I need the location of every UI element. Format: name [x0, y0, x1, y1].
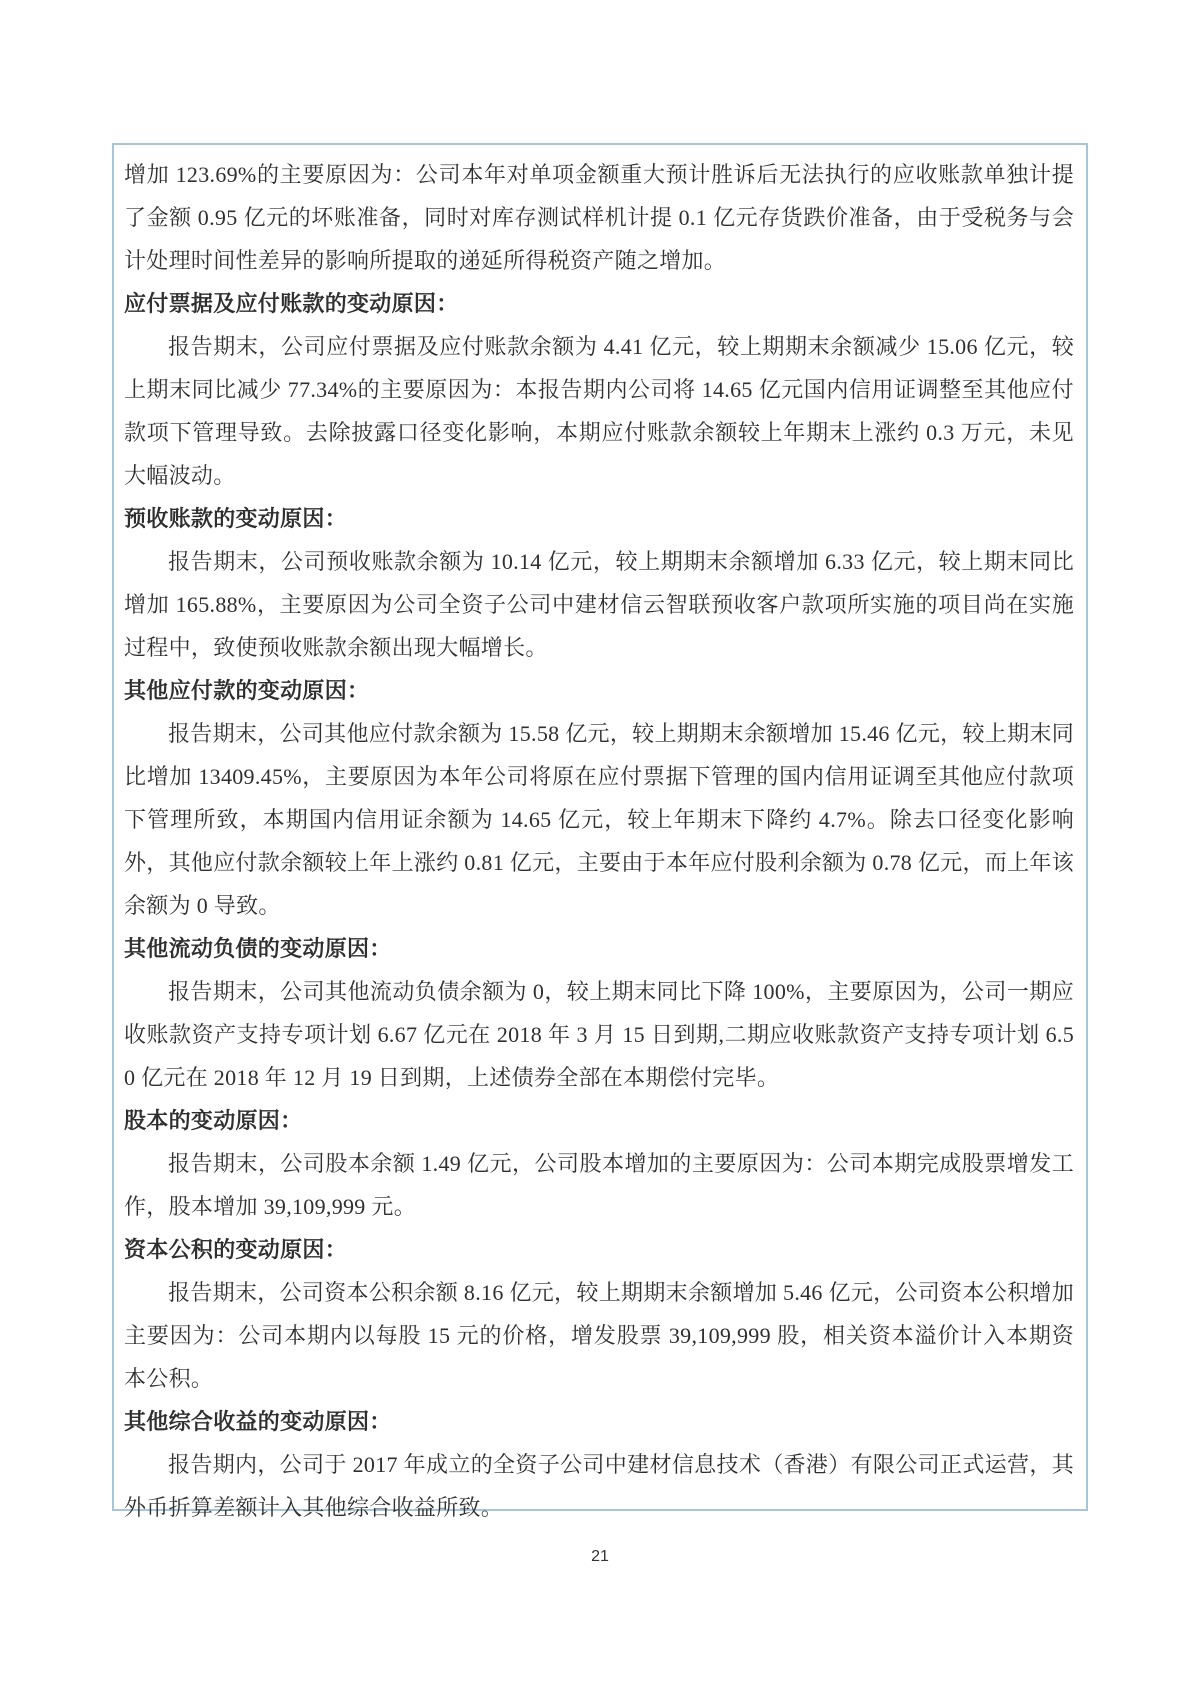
- body-paragraph: 报告期末，公司资本公积余额 8.16 亿元，较上期期末余额增加 5.46 亿元，公司资本公积增加主要因为：公司本期内以每股 15 元的价格，增发股票 39,109,999 股，相关资本溢价计入本期资本公积。: [124, 1280, 1074, 1391]
- section-heading-other-current-liabilities: 其他流动负债的变动原因：: [124, 936, 392, 961]
- section-heading-other-comprehensive-income: 其他综合收益的变动原因：: [124, 1409, 392, 1434]
- section-heading-share-capital: 股本的变动原因：: [124, 1108, 303, 1133]
- section-heading-advance-receipts: 预收账款的变动原因：: [124, 506, 348, 531]
- report-text-border-box: [112, 143, 1088, 1520]
- section-heading-capital-reserve: 资本公积的变动原因：: [124, 1237, 348, 1262]
- body-paragraph: 报告期末，公司预收账款余额为 10.14 亿元，较上期期末余额增加 6.33 亿元，较上期末同比增加 165.88%，主要原因为公司全资子公司中建材信云智联预收客户款项所实施的项目尚在实施过程中，致使预收账款余额出现大幅增长。: [124, 549, 1074, 660]
- section-heading-other-payables: 其他应付款的变动原因：: [124, 678, 370, 703]
- body-paragraph: 报告期末，公司股本余额 1.49 亿元，公司股本增加的主要原因为：公司本期完成股票增发工作，股本增加 39,109,999 元。: [124, 1151, 1074, 1219]
- body-paragraph: 报告期末，公司其他流动负债余额为 0，较上期末同比下降 100%，主要原因为，公司一期应收账款资产支持专项计划 6.67 亿元在 2018 年 3 月 15 日到期,二期应收账款资产支持专项计划 6.50 亿元在 2018 年 12 月 19 日到期，上述债券全部在本期偿付完毕。: [124, 979, 1074, 1090]
- section-heading-notes-payable: 应付票据及应付账款的变动原因：: [124, 291, 459, 316]
- body-paragraph: 报告期末，公司应付票据及应付账款余额为 4.41 亿元，较上期期末余额减少 15.06 亿元，较上期末同比减少 77.34%的主要原因为：本报告期内公司将 14.65 亿元国内信用证调整至其他应付款项下管理导致。去除披露口径变化影响，本期应付账款余额较上年期末上涨约 0.3 万元，未见大幅波动。: [124, 334, 1074, 488]
- page-number: 21: [591, 1548, 609, 1565]
- body-paragraph: 报告期末，公司其他应付款余额为 15.58 亿元，较上期期末余额增加 15.46 亿元，较上期末同比增加 13409.45%，主要原因为本年公司将原在应付票据下管理的国内信用证调至其他应付款项下管理所致，本期国内信用证余额为 14.65 亿元，较上年期末下降约 4.7%。除去口径变化影响外，其他应付款余额较上年上涨约 0.81 亿元，主要由于本年应付股利余额为 0.78 亿元，而上年该余额为 0 导致。: [124, 721, 1075, 918]
- body-paragraph-continuation: 增加 123.69%的主要原因为：公司本年对单项金额重大预计胜诉后无法执行的应收账款单独计提了金额 0.95 亿元的坏账准备，同时对库存测试样机计提 0.1 亿元存货跌价准备，由于受税务与会计处理时间性差异的影响所提取的递延所得税资产随之增加。: [124, 162, 1074, 273]
- body-paragraph: 报告期内，公司于 2017 年成立的全资子公司中建材信息技术（香港）有限公司正式运营，其外币折算差额计入其他综合收益所致。: [124, 1452, 1074, 1520]
